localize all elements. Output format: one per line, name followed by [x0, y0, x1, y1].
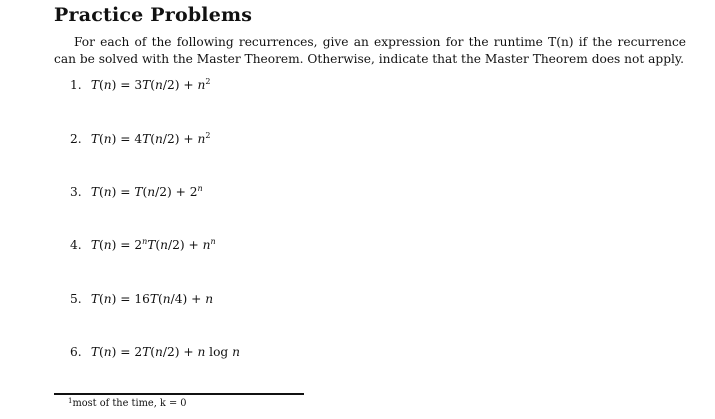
problem-item-3 [70, 185, 203, 199]
footnote-divider [54, 393, 304, 395]
problem-item-1 [70, 78, 210, 92]
problem-number: 1. [70, 78, 82, 92]
problem-number: 3. [70, 185, 82, 199]
problem-expression: $T(n) = T(n/2) + 2^n$ [90, 184, 203, 199]
intro-paragraph [54, 34, 686, 68]
problem-number: 4. [70, 238, 82, 252]
problem-expression: T(n) = 2T(n/2) + n log n [90, 345, 240, 359]
problem-item-4 [70, 238, 216, 252]
page-title: Practice Problems [54, 4, 253, 26]
intro-text: For each of the following recurrences, give an expression for the runtime T(n) if the recurrence can be solved with the Master Theorem. Otherwise, indicate that the Master Theorem does not apply. [54, 35, 686, 66]
problem-number: 6. [70, 345, 82, 359]
footnote-text: most of the time, k = 0 [72, 398, 187, 409]
footnote-marker: 1 [68, 397, 73, 405]
problem-number: 2. [70, 132, 82, 146]
problem-item-6 [70, 345, 240, 359]
problem-expression: T(n) = 16T(n/4) + n [90, 292, 214, 306]
problem-number: 5. [70, 292, 82, 306]
footnote [68, 398, 187, 409]
problem-item-5 [70, 292, 213, 306]
problem-expression: $T(n) = 3T(n/2) + n^2$ [90, 77, 211, 92]
problem-expression: $T(n) = 2^nT(n/2) + n^n$ [90, 237, 216, 252]
problem-item-2 [70, 132, 210, 146]
problem-expression: $T(n) = 4T(n/2) + n^2$ [90, 131, 211, 146]
